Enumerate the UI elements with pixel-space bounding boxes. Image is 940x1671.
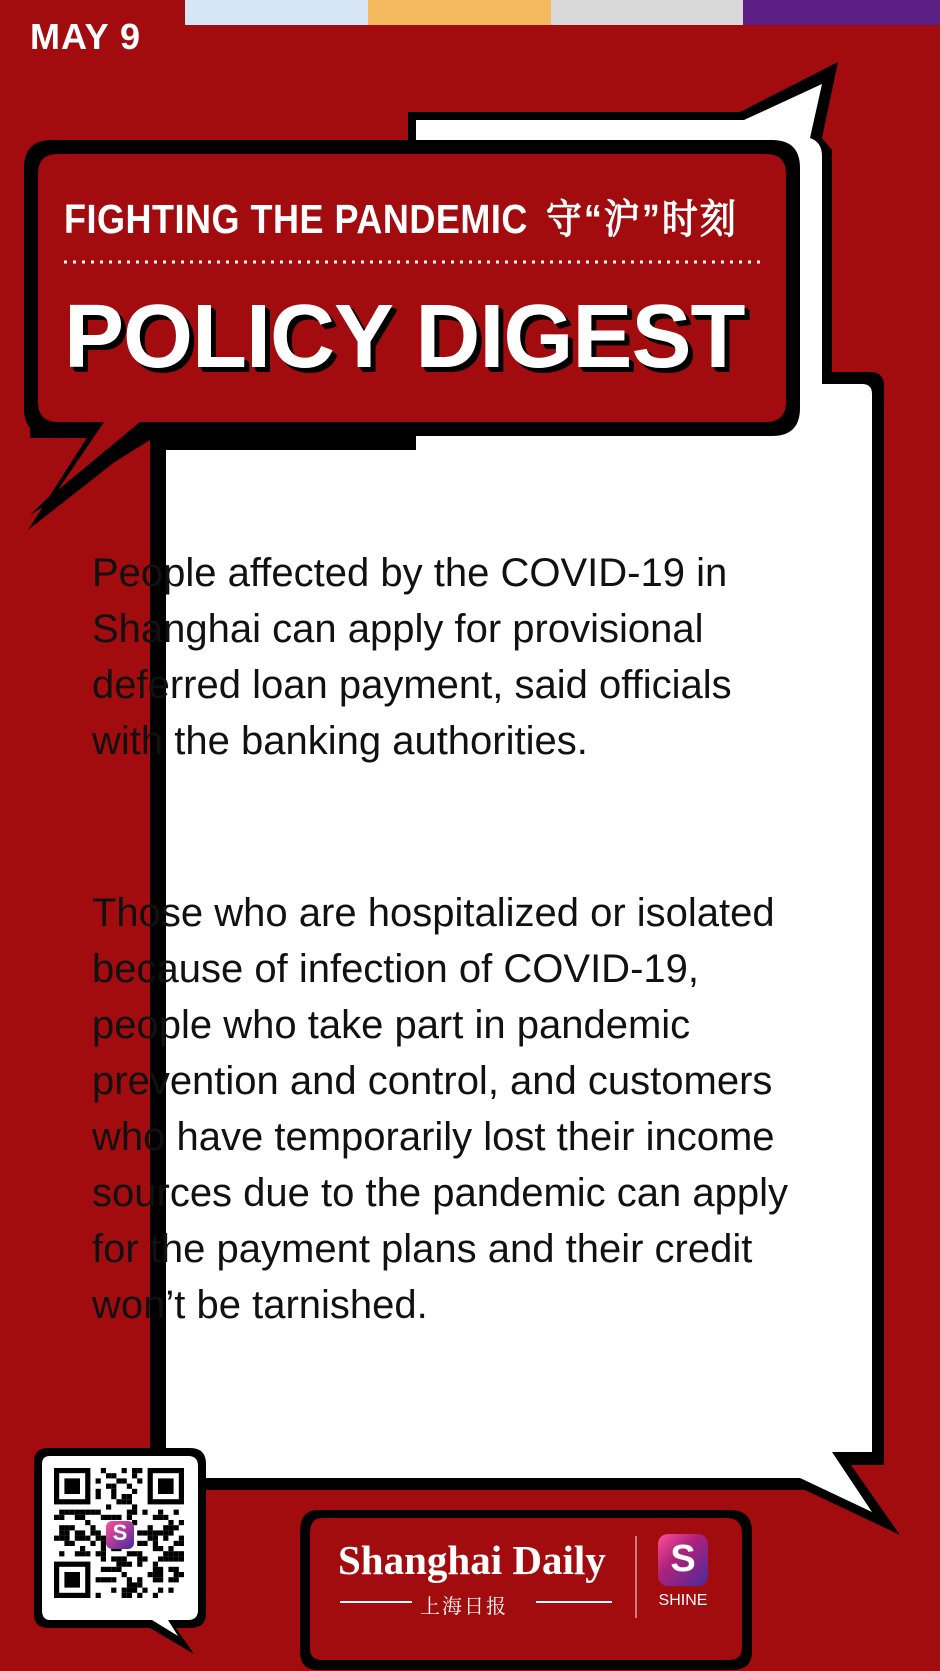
page-title: POLICY DIGEST — [64, 287, 745, 387]
qr-logo-glyph: S — [112, 1520, 128, 1545]
color-bar-orange — [368, 0, 551, 25]
brand-logo-chinese: 上海日报 — [420, 1594, 508, 1618]
article-paragraph-2: Those who are hospitalized or isolated because of infection of COVID-19, people who take part in pandemic prevention and control, and customers who have temporarily lost their income sources due to the pandemic can apply for the payment plans and their credit won’t be tarnished. — [92, 891, 788, 1327]
color-bar-purple — [743, 0, 940, 25]
kicker-chinese: 守“沪”时刻 — [545, 195, 738, 242]
qr-center-logo — [106, 1521, 134, 1549]
kicker-english: FIGHTING THE PANDEMIC — [64, 195, 528, 242]
brand-logo-shanghai-daily[interactable]: Shanghai Daily — [338, 1537, 606, 1583]
shine-logo-glyph: S — [670, 1538, 696, 1580]
color-bar-light-blue — [185, 0, 368, 25]
banner-kicker — [64, 188, 764, 245]
shine-logo-icon[interactable] — [658, 1534, 708, 1586]
color-bar-grey — [551, 0, 743, 25]
article-paragraph-1: People affected by the COVID-19 in Shanghai can apply for provisional deferred loan payment, said officials with the banking authorities. — [92, 551, 732, 763]
issue-date: MAY 9 — [30, 16, 142, 57]
shine-app-label: SHINE — [658, 1592, 708, 1609]
qr-code-bubble — [34, 1448, 206, 1654]
